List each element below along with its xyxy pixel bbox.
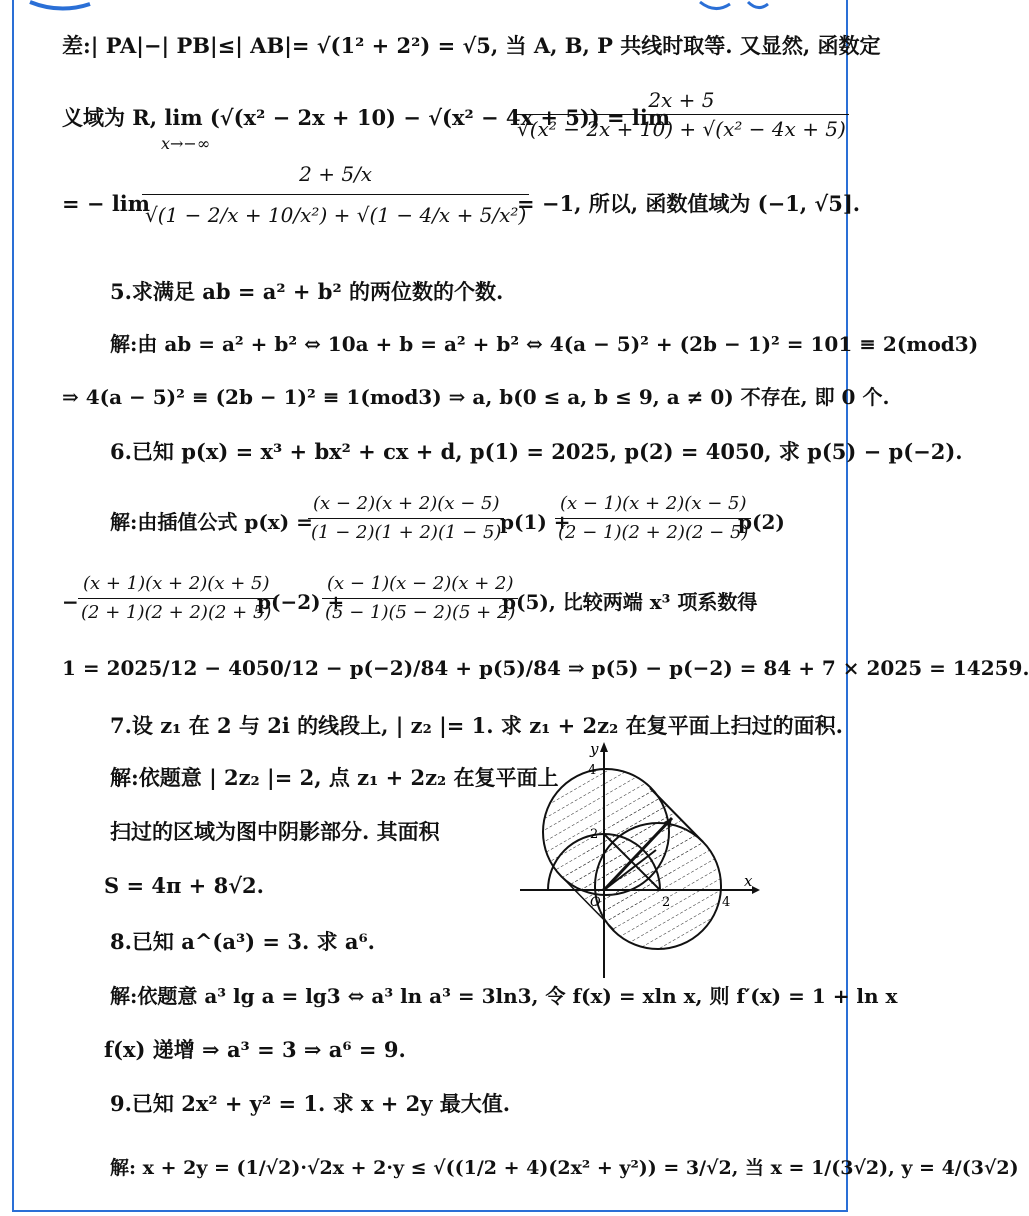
interp-fraction-2 [555,490,751,547]
interp-mid: p(1) + [500,510,571,534]
interp-mid-2: p(−2) + [257,590,345,614]
neg-limit: = − lim [62,191,150,216]
solution-6-line-1 [110,490,989,550]
problem-8: 8.已知 a^(a³) = 3. 求 a⁶. [110,929,375,954]
numerator: 2x + 5 [514,86,849,115]
interp-prefix: 解:由插值公式 p(x) = [110,510,313,534]
problem-7: 7.设 z₁ 在 2 与 2i 的线段上, | z₂ |= 1. 求 z₁ + 2z₂ 在复平面上扫过的面积. [110,713,843,738]
denominator: (5 − 1)(5 − 2)(5 + 2) [325,602,516,623]
problem-9: 9.已知 2x² + y² = 1. 求 x + 2y 最大值. [110,1091,511,1116]
interp-end: p(2) [738,510,785,534]
solution-7-line-2: 扫过的区域为图中阴影部分. 其面积 [110,819,440,844]
problem-5: 5.求满足 ab = a² + b² 的两位数的个数. [110,279,504,304]
fraction-2x5 [514,86,849,143]
y-axis-arrow-icon [600,742,608,752]
limit-expression: 义域为 R, lim (√(x² − 2x + 10) − √(x² − 4x + 5)) = lim [62,105,671,130]
label-2-x: 2 [662,895,671,910]
solution-7-line-3: S = 4π + 8√2. [104,873,264,898]
solution-9: 解: x + 2y = (1/√2)·√2x + 2·y ≤ √((1/2 + 4)(2x² + y²)) = 3/√2, 当 x = 1/(3√2), y = 4/(3√2) [110,1157,1019,1179]
solution-6-line-2 [62,570,989,630]
text-line-1: 差:| PA|−| PB|≤| AB|= √(1² + 2²) = √5, 当 A, B, P 共线时取等. 又显然, 函数定 [62,33,881,58]
label-4-x: 4 [722,895,731,910]
numerator: 2 + 5/x [142,160,529,195]
fraction-limit [142,160,529,229]
denominator: (1 − 2)(1 + 2)(1 − 5) [311,522,502,543]
numerator: (x − 2)(x + 2)(x − 5) [308,490,504,519]
solution-7-line-1: 解:依题意 | 2z₂ |= 2, 点 z₁ + 2z₂ 在复平面上 [110,765,559,790]
limit-subscript: x→−∞ [161,134,211,153]
numerator: (x − 1)(x + 2)(x − 5) [555,490,751,519]
interp-end-2: p(5), 比较两端 x³ 项系数得 [502,590,758,614]
label-2-y: 2 [590,827,599,842]
numerator: (x − 1)(x − 2)(x + 2) [322,570,518,599]
label-origin: O [590,895,601,910]
numerator: (x + 1)(x + 2)(x + 5) [78,570,274,599]
interp-fraction-3 [78,570,274,627]
label-x: x [744,872,753,890]
label-4-top: 4 [588,763,597,778]
range-result: = −1, 所以, 函数值域为 (−1, √5]. [517,191,861,216]
label-y: y [590,740,599,758]
solution-8-line-1: 解:依题意 a³ lg a = lg3 ⇔ a³ ln a³ = 3ln3, 令 f(x) = xln x, 则 f′(x) = 1 + ln x [110,984,898,1008]
solution-6-line-3: 1 = 2025/12 − 4050/12 − p(−2)/84 + p(5)/84 ⇒ p(5) − p(−2) = 84 + 7 × 2025 = 14259. [62,656,1029,680]
interp-fraction-1 [308,490,504,547]
interp-fraction-4 [322,570,518,627]
denominator: √(x² − 2x + 10) + √(x² − 4x + 5) [517,117,846,141]
denominator: (2 + 1)(2 + 2)(2 + 5) [81,602,272,623]
denominator: (2 − 1)(2 + 2)(2 − 5) [558,522,749,543]
minus-sign: − [62,590,79,614]
solution-5-line-2: ⇒ 4(a − 5)² ≡ (2b − 1)² ≡ 1(mod3) ⇒ a, b(0 ≤ a, b ≤ 9, a ≠ 0) 不存在, 即 0 个. [62,385,890,409]
problem-6: 6.已知 p(x) = x³ + bx² + cx + d, p(1) = 2025, p(2) = 4050, 求 p(5) − p(−2). [110,439,963,464]
x-axis-arrow-icon [752,886,760,894]
solution-8-line-2: f(x) 递增 ⇒ a³ = 3 ⇒ a⁶ = 9. [104,1037,406,1062]
text-line-2 [62,88,989,153]
text-line-3 [62,160,989,252]
solution-5-line-1: 解:由 ab = a² + b² ⇔ 10a + b = a² + b² ⇔ 4(a − 5)² + (2b − 1)² = 101 ≡ 2(mod3) [110,332,979,356]
denominator: √(1 − 2/x + 10/x²) + √(1 − 4/x + 5/x²) [145,203,527,227]
